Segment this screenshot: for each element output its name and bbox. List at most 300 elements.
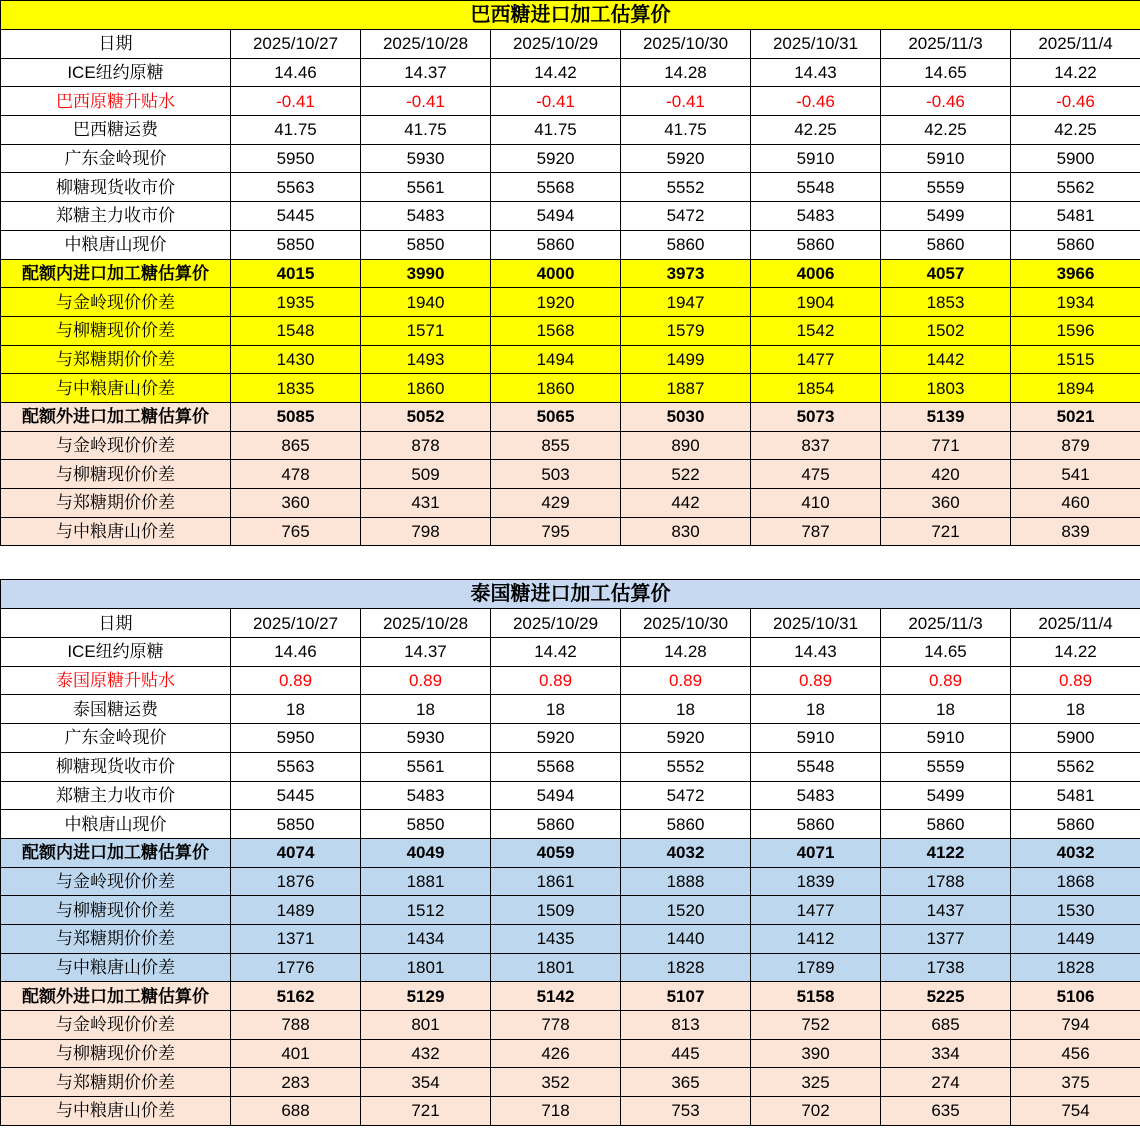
value-cell[interactable]: 5548 xyxy=(751,173,881,202)
value-cell[interactable]: 839 xyxy=(1011,517,1140,546)
value-cell[interactable]: 5860 xyxy=(751,230,881,259)
value-cell[interactable]: 509 xyxy=(361,460,491,489)
value-cell[interactable]: 1548 xyxy=(231,316,361,345)
date-header-cell[interactable]: 2025/10/27 xyxy=(231,609,361,638)
value-cell[interactable]: 5860 xyxy=(491,230,621,259)
value-cell[interactable]: 5900 xyxy=(1011,144,1140,173)
value-cell[interactable]: 753 xyxy=(621,1097,751,1126)
value-cell[interactable]: 1477 xyxy=(751,896,881,925)
value-cell[interactable]: 14.22 xyxy=(1011,58,1140,87)
value-cell[interactable]: 5950 xyxy=(231,144,361,173)
value-cell[interactable]: 1920 xyxy=(491,288,621,317)
value-cell[interactable]: 890 xyxy=(621,431,751,460)
value-cell[interactable]: 1876 xyxy=(231,867,361,896)
value-cell[interactable]: -0.46 xyxy=(751,87,881,116)
value-cell[interactable]: 1568 xyxy=(491,316,621,345)
value-cell[interactable]: 1835 xyxy=(231,374,361,403)
value-cell[interactable]: 1377 xyxy=(881,924,1011,953)
row-label[interactable]: 中粮唐山现价 xyxy=(1,810,231,839)
row-label[interactable]: 与中粮唐山价差 xyxy=(1,374,231,403)
value-cell[interactable]: 1440 xyxy=(621,924,751,953)
value-cell[interactable]: 5563 xyxy=(231,173,361,202)
row-label[interactable]: 中粮唐山现价 xyxy=(1,230,231,259)
value-cell[interactable]: 5850 xyxy=(361,230,491,259)
value-cell[interactable]: 685 xyxy=(881,1011,1011,1040)
row-label[interactable]: ICE纽约原糖 xyxy=(1,58,231,87)
value-cell[interactable]: 635 xyxy=(881,1097,1011,1126)
value-cell[interactable]: 5445 xyxy=(231,202,361,231)
value-cell[interactable]: 0.89 xyxy=(621,666,751,695)
value-cell[interactable]: 442 xyxy=(621,489,751,518)
value-cell[interactable]: 778 xyxy=(491,1011,621,1040)
value-cell[interactable]: 14.46 xyxy=(231,58,361,87)
value-cell[interactable]: 5860 xyxy=(1011,230,1140,259)
value-cell[interactable]: 1437 xyxy=(881,896,1011,925)
value-cell[interactable]: 1860 xyxy=(491,374,621,403)
row-label[interactable]: 泰国原糖升贴水 xyxy=(1,666,231,695)
date-header-cell[interactable]: 2025/10/28 xyxy=(361,609,491,638)
value-cell[interactable]: 41.75 xyxy=(491,116,621,145)
value-cell[interactable]: 5073 xyxy=(751,402,881,431)
value-cell[interactable]: 5445 xyxy=(231,781,361,810)
value-cell[interactable]: 432 xyxy=(361,1039,491,1068)
value-cell[interactable]: 352 xyxy=(491,1068,621,1097)
row-label[interactable]: 与金岭现价价差 xyxy=(1,1011,231,1040)
value-cell[interactable]: 5139 xyxy=(881,402,1011,431)
value-cell[interactable]: 754 xyxy=(1011,1097,1140,1126)
value-cell[interactable]: 4032 xyxy=(621,838,751,867)
value-cell[interactable]: 1861 xyxy=(491,867,621,896)
date-header-cell[interactable]: 2025/10/30 xyxy=(621,30,751,59)
value-cell[interactable]: 865 xyxy=(231,431,361,460)
value-cell[interactable]: 1828 xyxy=(1011,953,1140,982)
value-cell[interactable]: 456 xyxy=(1011,1039,1140,1068)
value-cell[interactable]: 5052 xyxy=(361,402,491,431)
value-cell[interactable]: 4000 xyxy=(491,259,621,288)
value-cell[interactable]: 1801 xyxy=(361,953,491,982)
row-label[interactable]: 与中粮唐山价差 xyxy=(1,1097,231,1126)
row-label[interactable]: 配额外进口加工糖估算价 xyxy=(1,982,231,1011)
value-cell[interactable]: 5481 xyxy=(1011,202,1140,231)
value-cell[interactable]: 1449 xyxy=(1011,924,1140,953)
value-cell[interactable]: 1579 xyxy=(621,316,751,345)
value-cell[interactable]: 5225 xyxy=(881,982,1011,1011)
value-cell[interactable]: 721 xyxy=(361,1097,491,1126)
value-cell[interactable]: 420 xyxy=(881,460,1011,489)
value-cell[interactable]: 1776 xyxy=(231,953,361,982)
value-cell[interactable]: 5910 xyxy=(881,724,1011,753)
value-cell[interactable]: 5860 xyxy=(751,810,881,839)
date-header-row xyxy=(1,30,1140,59)
table-body xyxy=(1,638,1140,1126)
value-cell[interactable]: 5850 xyxy=(361,810,491,839)
value-cell[interactable]: 765 xyxy=(231,517,361,546)
value-cell[interactable]: 1430 xyxy=(231,345,361,374)
value-cell[interactable]: 5483 xyxy=(361,781,491,810)
value-cell[interactable]: 5860 xyxy=(1011,810,1140,839)
value-cell[interactable]: 401 xyxy=(231,1039,361,1068)
value-cell[interactable]: 3973 xyxy=(621,259,751,288)
value-cell[interactable]: 18 xyxy=(231,695,361,724)
value-cell[interactable]: 1789 xyxy=(751,953,881,982)
value-cell[interactable]: 541 xyxy=(1011,460,1140,489)
value-cell[interactable]: 14.28 xyxy=(621,58,751,87)
value-cell[interactable]: 4074 xyxy=(231,838,361,867)
value-cell[interactable]: 283 xyxy=(231,1068,361,1097)
row-label[interactable]: 柳糖现货收市价 xyxy=(1,752,231,781)
value-cell[interactable]: 5021 xyxy=(1011,402,1140,431)
value-cell[interactable]: -0.41 xyxy=(621,87,751,116)
row-label[interactable]: 巴西原糖升贴水 xyxy=(1,87,231,116)
value-cell[interactable]: 798 xyxy=(361,517,491,546)
value-cell[interactable]: 375 xyxy=(1011,1068,1140,1097)
table-row xyxy=(1,638,1140,667)
value-cell[interactable]: 5483 xyxy=(361,202,491,231)
row-label[interactable]: 与金岭现价价差 xyxy=(1,288,231,317)
value-cell[interactable]: 460 xyxy=(1011,489,1140,518)
value-cell[interactable]: 4006 xyxy=(751,259,881,288)
date-header-cell[interactable]: 2025/11/4 xyxy=(1011,609,1140,638)
value-cell[interactable]: 14.42 xyxy=(491,58,621,87)
row-label[interactable]: 广东金岭现价 xyxy=(1,724,231,753)
date-header-cell[interactable]: 2025/10/27 xyxy=(231,30,361,59)
value-cell[interactable]: 1515 xyxy=(1011,345,1140,374)
table-row xyxy=(1,402,1140,431)
value-cell[interactable]: 0.89 xyxy=(361,666,491,695)
value-cell[interactable]: 771 xyxy=(881,431,1011,460)
table-row xyxy=(1,896,1140,925)
value-cell[interactable]: 1935 xyxy=(231,288,361,317)
value-cell[interactable]: 5860 xyxy=(621,810,751,839)
value-cell[interactable]: 1940 xyxy=(361,288,491,317)
value-cell[interactable]: 5920 xyxy=(621,724,751,753)
value-cell[interactable]: 5562 xyxy=(1011,173,1140,202)
value-cell[interactable]: 5563 xyxy=(231,752,361,781)
value-cell[interactable]: 702 xyxy=(751,1097,881,1126)
value-cell[interactable]: 478 xyxy=(231,460,361,489)
value-cell[interactable]: 5850 xyxy=(231,230,361,259)
value-cell[interactable]: 4032 xyxy=(1011,838,1140,867)
value-cell[interactable]: 1512 xyxy=(361,896,491,925)
value-cell[interactable]: 14.43 xyxy=(751,638,881,667)
value-cell[interactable]: 18 xyxy=(491,695,621,724)
value-cell[interactable]: 5559 xyxy=(881,752,1011,781)
value-cell[interactable]: 4059 xyxy=(491,838,621,867)
value-cell[interactable]: 475 xyxy=(751,460,881,489)
value-cell[interactable]: 14.22 xyxy=(1011,638,1140,667)
value-cell[interactable]: 5107 xyxy=(621,982,751,1011)
value-cell[interactable]: 1868 xyxy=(1011,867,1140,896)
row-label[interactable]: 与郑糖期价价差 xyxy=(1,489,231,518)
value-cell[interactable]: 365 xyxy=(621,1068,751,1097)
row-label[interactable]: 与中粮唐山价差 xyxy=(1,517,231,546)
value-cell[interactable]: 878 xyxy=(361,431,491,460)
value-cell[interactable]: 718 xyxy=(491,1097,621,1126)
value-cell[interactable]: 18 xyxy=(751,695,881,724)
date-header-cell[interactable]: 2025/10/28 xyxy=(361,30,491,59)
value-cell[interactable]: 14.65 xyxy=(881,638,1011,667)
value-cell[interactable]: 5568 xyxy=(491,752,621,781)
value-cell[interactable]: 5085 xyxy=(231,402,361,431)
value-cell[interactable]: -0.41 xyxy=(491,87,621,116)
value-cell[interactable]: 788 xyxy=(231,1011,361,1040)
value-cell[interactable]: 18 xyxy=(881,695,1011,724)
value-cell[interactable]: 0.89 xyxy=(491,666,621,695)
value-cell[interactable]: 855 xyxy=(491,431,621,460)
value-cell[interactable]: 410 xyxy=(751,489,881,518)
value-cell[interactable]: 1894 xyxy=(1011,374,1140,403)
value-cell[interactable]: 794 xyxy=(1011,1011,1140,1040)
value-cell[interactable]: 5561 xyxy=(361,752,491,781)
value-cell[interactable]: 1947 xyxy=(621,288,751,317)
value-cell[interactable]: 1494 xyxy=(491,345,621,374)
table-row xyxy=(1,87,1140,116)
value-cell[interactable]: 1828 xyxy=(621,953,751,982)
row-label[interactable]: 配额内进口加工糖估算价 xyxy=(1,838,231,867)
value-cell[interactable]: -0.41 xyxy=(361,87,491,116)
value-cell[interactable]: 1509 xyxy=(491,896,621,925)
row-label[interactable]: 与柳糖现价价差 xyxy=(1,1039,231,1068)
value-cell[interactable]: -0.41 xyxy=(231,87,361,116)
value-cell[interactable]: 5106 xyxy=(1011,982,1140,1011)
value-cell[interactable]: 5162 xyxy=(231,982,361,1011)
value-cell[interactable]: 5561 xyxy=(361,173,491,202)
value-cell[interactable]: 1520 xyxy=(621,896,751,925)
value-cell[interactable]: 5562 xyxy=(1011,752,1140,781)
value-cell[interactable]: 0.89 xyxy=(881,666,1011,695)
value-cell[interactable]: 1477 xyxy=(751,345,881,374)
table-title[interactable]: 巴西糖进口加工估算价 xyxy=(1,1,1140,30)
value-cell[interactable]: 4049 xyxy=(361,838,491,867)
value-cell[interactable]: 14.37 xyxy=(361,58,491,87)
value-cell[interactable]: 5548 xyxy=(751,752,881,781)
value-cell[interactable]: 721 xyxy=(881,517,1011,546)
row-label[interactable]: 广东金岭现价 xyxy=(1,144,231,173)
value-cell[interactable]: 5900 xyxy=(1011,724,1140,753)
value-cell[interactable]: 1542 xyxy=(751,316,881,345)
value-cell[interactable]: 5950 xyxy=(231,724,361,753)
table-title[interactable]: 泰国糖进口加工估算价 xyxy=(1,580,1140,609)
value-cell[interactable]: 1860 xyxy=(361,374,491,403)
value-cell[interactable]: 1435 xyxy=(491,924,621,953)
value-cell[interactable]: 522 xyxy=(621,460,751,489)
table-row xyxy=(1,666,1140,695)
value-cell[interactable]: 5499 xyxy=(881,781,1011,810)
value-cell[interactable]: 837 xyxy=(751,431,881,460)
value-cell[interactable]: 5129 xyxy=(361,982,491,1011)
value-cell[interactable]: 426 xyxy=(491,1039,621,1068)
value-cell[interactable]: 1571 xyxy=(361,316,491,345)
row-label[interactable]: 与郑糖期价价差 xyxy=(1,345,231,374)
value-cell[interactable]: 360 xyxy=(881,489,1011,518)
value-cell[interactable]: 390 xyxy=(751,1039,881,1068)
date-row-label[interactable]: 日期 xyxy=(1,609,231,638)
row-label[interactable]: 郑糖主力收市价 xyxy=(1,202,231,231)
value-cell[interactable]: 445 xyxy=(621,1039,751,1068)
date-header-cell[interactable]: 2025/10/29 xyxy=(491,609,621,638)
value-cell[interactable]: 1442 xyxy=(881,345,1011,374)
value-cell[interactable]: 5158 xyxy=(751,982,881,1011)
value-cell[interactable]: 503 xyxy=(491,460,621,489)
value-cell[interactable]: 5472 xyxy=(621,202,751,231)
value-cell[interactable]: 14.28 xyxy=(621,638,751,667)
row-label[interactable]: 与金岭现价价差 xyxy=(1,867,231,896)
row-label[interactable]: 与郑糖期价价差 xyxy=(1,1068,231,1097)
value-cell[interactable]: 1499 xyxy=(621,345,751,374)
value-cell[interactable]: 1788 xyxy=(881,867,1011,896)
value-cell[interactable]: 1738 xyxy=(881,953,1011,982)
value-cell[interactable]: 1502 xyxy=(881,316,1011,345)
value-cell[interactable]: 5860 xyxy=(881,230,1011,259)
row-label[interactable]: 柳糖现货收市价 xyxy=(1,173,231,202)
row-label[interactable]: 与柳糖现价价差 xyxy=(1,896,231,925)
value-cell[interactable]: 1434 xyxy=(361,924,491,953)
table-row xyxy=(1,1011,1140,1040)
value-cell[interactable]: 688 xyxy=(231,1097,361,1126)
value-cell[interactable]: 18 xyxy=(361,695,491,724)
value-cell[interactable]: 5552 xyxy=(621,752,751,781)
value-cell[interactable]: 3966 xyxy=(1011,259,1140,288)
value-cell[interactable]: 18 xyxy=(1011,695,1140,724)
value-cell[interactable]: 1854 xyxy=(751,374,881,403)
value-cell[interactable]: 14.46 xyxy=(231,638,361,667)
value-cell[interactable]: 1371 xyxy=(231,924,361,953)
date-header-cell[interactable]: 2025/11/3 xyxy=(881,609,1011,638)
value-cell[interactable]: 334 xyxy=(881,1039,1011,1068)
value-cell[interactable]: 41.75 xyxy=(361,116,491,145)
value-cell[interactable]: 1803 xyxy=(881,374,1011,403)
value-cell[interactable]: 5494 xyxy=(491,202,621,231)
value-cell[interactable]: 4057 xyxy=(881,259,1011,288)
date-header-cell[interactable]: 2025/11/3 xyxy=(881,30,1011,59)
value-cell[interactable]: 4071 xyxy=(751,838,881,867)
value-cell[interactable]: 14.43 xyxy=(751,58,881,87)
value-cell[interactable]: 41.75 xyxy=(231,116,361,145)
value-cell[interactable]: 1887 xyxy=(621,374,751,403)
value-cell[interactable]: 5930 xyxy=(361,144,491,173)
date-header-cell[interactable]: 2025/11/4 xyxy=(1011,30,1140,59)
value-cell[interactable]: 795 xyxy=(491,517,621,546)
value-cell[interactable]: 274 xyxy=(881,1068,1011,1097)
value-cell[interactable]: 1489 xyxy=(231,896,361,925)
date-header-cell[interactable]: 2025/10/29 xyxy=(491,30,621,59)
value-cell[interactable]: 1530 xyxy=(1011,896,1140,925)
value-cell[interactable]: 14.37 xyxy=(361,638,491,667)
row-label[interactable]: 与柳糖现价价差 xyxy=(1,460,231,489)
value-cell[interactable]: 325 xyxy=(751,1068,881,1097)
value-cell[interactable]: 0.89 xyxy=(751,666,881,695)
value-cell[interactable]: 1412 xyxy=(751,924,881,953)
value-cell[interactable]: 14.42 xyxy=(491,638,621,667)
value-cell[interactable]: 5910 xyxy=(751,144,881,173)
value-cell[interactable]: 801 xyxy=(361,1011,491,1040)
value-cell[interactable]: 5552 xyxy=(621,173,751,202)
value-cell[interactable]: 5030 xyxy=(621,402,751,431)
value-cell[interactable]: 752 xyxy=(751,1011,881,1040)
row-label[interactable]: 与金岭现价价差 xyxy=(1,431,231,460)
value-cell[interactable]: 5910 xyxy=(881,144,1011,173)
value-cell[interactable]: 1881 xyxy=(361,867,491,896)
value-cell[interactable]: 830 xyxy=(621,517,751,546)
date-header-cell[interactable]: 2025/10/31 xyxy=(751,609,881,638)
value-cell[interactable]: 1801 xyxy=(491,953,621,982)
value-cell[interactable]: 5920 xyxy=(491,724,621,753)
value-cell[interactable]: 4015 xyxy=(231,259,361,288)
value-cell[interactable]: 1853 xyxy=(881,288,1011,317)
row-label[interactable]: 泰国糖运费 xyxy=(1,695,231,724)
row-label[interactable]: ICE纽约原糖 xyxy=(1,638,231,667)
value-cell[interactable]: 5910 xyxy=(751,724,881,753)
row-label[interactable]: 巴西糖运费 xyxy=(1,116,231,145)
value-cell[interactable]: 14.65 xyxy=(881,58,1011,87)
value-cell[interactable]: 813 xyxy=(621,1011,751,1040)
value-cell[interactable]: 5065 xyxy=(491,402,621,431)
value-cell[interactable]: 3990 xyxy=(361,259,491,288)
value-cell[interactable]: 0.89 xyxy=(1011,666,1140,695)
date-header-cell[interactable]: 2025/10/31 xyxy=(751,30,881,59)
row-label[interactable]: 与郑糖期价价差 xyxy=(1,924,231,953)
value-cell[interactable]: 5559 xyxy=(881,173,1011,202)
value-cell[interactable]: 429 xyxy=(491,489,621,518)
value-cell[interactable]: 5860 xyxy=(621,230,751,259)
row-label[interactable]: 配额内进口加工糖估算价 xyxy=(1,259,231,288)
value-cell[interactable]: 5483 xyxy=(751,781,881,810)
value-cell[interactable]: 42.25 xyxy=(1011,116,1140,145)
value-cell[interactable]: 5499 xyxy=(881,202,1011,231)
value-cell[interactable]: 5920 xyxy=(491,144,621,173)
date-row-label[interactable]: 日期 xyxy=(1,30,231,59)
row-label[interactable]: 配额外进口加工糖估算价 xyxy=(1,402,231,431)
table-row xyxy=(1,259,1140,288)
value-cell[interactable]: -0.46 xyxy=(1011,87,1140,116)
value-cell[interactable]: 5481 xyxy=(1011,781,1140,810)
value-cell[interactable]: 5494 xyxy=(491,781,621,810)
date-header-cell[interactable]: 2025/10/30 xyxy=(621,609,751,638)
value-cell[interactable]: 5860 xyxy=(491,810,621,839)
value-cell[interactable]: 5860 xyxy=(881,810,1011,839)
value-cell[interactable]: 5142 xyxy=(491,982,621,1011)
value-cell[interactable]: 354 xyxy=(361,1068,491,1097)
value-cell[interactable]: 787 xyxy=(751,517,881,546)
value-cell[interactable]: 41.75 xyxy=(621,116,751,145)
value-cell[interactable]: 1888 xyxy=(621,867,751,896)
row-label[interactable]: 与柳糖现价价差 xyxy=(1,316,231,345)
value-cell[interactable]: 5920 xyxy=(621,144,751,173)
value-cell[interactable]: 5472 xyxy=(621,781,751,810)
value-cell[interactable]: 431 xyxy=(361,489,491,518)
value-cell[interactable]: 5850 xyxy=(231,810,361,839)
row-label[interactable]: 与中粮唐山价差 xyxy=(1,953,231,982)
value-cell[interactable]: 42.25 xyxy=(881,116,1011,145)
value-cell[interactable]: 1596 xyxy=(1011,316,1140,345)
value-cell[interactable]: 879 xyxy=(1011,431,1140,460)
value-cell[interactable]: 1934 xyxy=(1011,288,1140,317)
value-cell[interactable]: 18 xyxy=(621,695,751,724)
value-cell[interactable]: 4122 xyxy=(881,838,1011,867)
value-cell[interactable]: 0.89 xyxy=(231,666,361,695)
value-cell[interactable]: 1839 xyxy=(751,867,881,896)
table-row xyxy=(1,924,1140,953)
value-cell[interactable]: -0.46 xyxy=(881,87,1011,116)
value-cell[interactable]: 360 xyxy=(231,489,361,518)
value-cell[interactable]: 5930 xyxy=(361,724,491,753)
value-cell[interactable]: 1493 xyxy=(361,345,491,374)
value-cell[interactable]: 1904 xyxy=(751,288,881,317)
value-cell[interactable]: 5568 xyxy=(491,173,621,202)
row-label[interactable]: 郑糖主力收市价 xyxy=(1,781,231,810)
value-cell[interactable]: 42.25 xyxy=(751,116,881,145)
value-cell[interactable]: 5483 xyxy=(751,202,881,231)
